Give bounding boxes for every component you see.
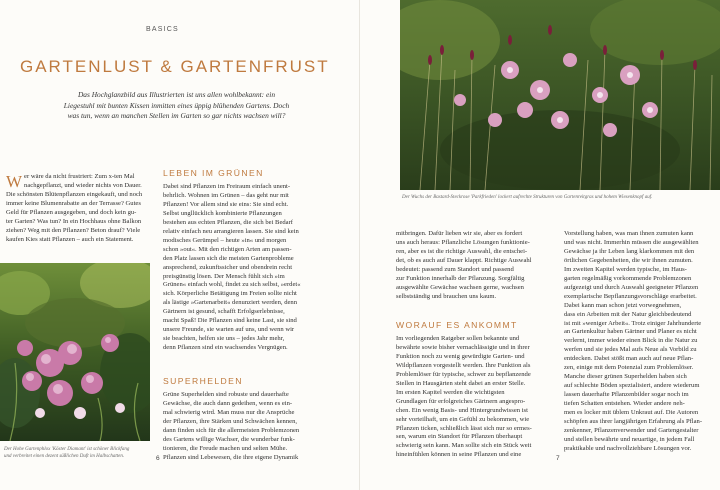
lead-line: Das Hochglanzbild aus Illustrierten ist uns allen wohlbekannt: ein (77, 90, 276, 99)
text-line: er wäre da nicht frustriert: Zum x-ten Mal (24, 173, 135, 180)
text-line: Im ersten Kapitel werden die wichtigsten (396, 388, 505, 396)
text-line: schwierig sein kann. Man sollte sich ein Stück weit (396, 442, 532, 450)
text-line: selbstständig und brauchen uns kaum. (396, 292, 497, 300)
text-line: Grüne Superhelden sind robuste und dauerhafte (163, 391, 289, 398)
text-line: det, ob es auch auf Dauer klappt. Richtige Auswahl (396, 256, 532, 264)
text-line: schöpfen aus ihrer langjährigen Erfahrung als Pflan- (564, 418, 703, 426)
mallow-photo-caption: Der Wuchs der Bastard-Steckrose 'Parkfrieden' lockert aufrechte Strukturen von Gartenreitgras und hohem Wiesenknopf auf. (402, 195, 653, 200)
text-line: den Platz lassen sich die meisten Gartenprobleme (163, 254, 294, 262)
text-line: werfen und sie jedes Mal aufs Neue als Vorbild zu (564, 346, 697, 354)
column-right (564, 230, 714, 454)
text-line: praktikable und nachvollziehbare Lösungen vor. (564, 444, 692, 452)
text-line: sie beachten, helfen sie uns – jedes Jahr mehr, (163, 335, 285, 343)
text-line: an Gartenkultur haben Gärtner und Planer es nicht (564, 328, 697, 336)
text-line: kaufen Kies statt Pflanzen – auch ein Statement. (6, 235, 134, 243)
text-line: Dabei sind Pflanzen im Freiraum einfach unent- (163, 183, 291, 190)
caption-line: und verbreitet einen dezent süßlichen Duft im Halbschatten. (4, 454, 125, 459)
text-line: lassen dauerhafte Pflanzenbilder sogar noch im (564, 391, 689, 399)
text-line: Im zweiten Kapitel werden typische, im Haus- (564, 265, 687, 273)
text-line: sehr vorteilhaft, um ein Gefühl zu bekommen, wie (396, 415, 530, 423)
mallow-photo (400, 0, 720, 190)
text-line: Pflanzen sind Lebewesen, die ihre eigene Dynamik (163, 453, 299, 461)
text-line: und stellen bewährte und neuartige, in jedem Fall (564, 435, 695, 443)
text-line: ausgewählte Gewächse wachsen gerne, wachsen (396, 283, 524, 291)
page-number-left: 6 (156, 455, 160, 462)
text-line: Pflanzen! Vor allem sind sie eins: Sie sind echt. (163, 200, 289, 208)
column-superhelden (163, 391, 323, 463)
text-line: hineinfühlen können in seine Pflanzen und eine (396, 451, 522, 459)
text-line: bewährte sowie bisher vernachlässigte und in ihrer (396, 343, 530, 351)
intro-paragraph (6, 173, 152, 245)
text-line: Grünen« einfach wohl, findet zu sich selbst, »erdet« (163, 281, 301, 289)
text-line: immer keine Blumenrabatte an der Terrasse? Gutes (6, 199, 141, 207)
heading-superhelden: SUPERHELDEN (163, 376, 243, 386)
text-line: exemplarische Bepflanzungsvorschläge erarbeitet. (564, 292, 697, 300)
text-line: modisches Gerümpel – heute »in« und morgen (163, 236, 287, 244)
text-line: sich. Körperliche Betätigung im Freien sollte nicht (163, 290, 297, 298)
text-line: zur Funktion innerhalb der Pflanzung. Sorgfältig (396, 274, 525, 282)
text-line: relativ einfach neu arrangieren lassen. Sie sind kein (163, 227, 299, 235)
text-line: unsere Freunde, sie warten auf uns, und wenn wir (163, 326, 295, 334)
text-line: Gärtnern ist gesund, schafft Erfolgserlebnisse, (163, 308, 285, 316)
text-line: tionieren, die Freude machen und selten Mühe. (163, 444, 288, 452)
right-page (360, 0, 720, 490)
text-line: Im vorliegenden Ratgeber sollen bekannte und (396, 335, 520, 342)
text-line: zen, einige mit dem Potenzial zum Problemlöser. (564, 364, 694, 372)
page-title: GARTENLUST & GARTENFRUST (20, 57, 330, 76)
text-line: macht Spaß! Die Pflanzen sind keine Last, sie sind (163, 317, 297, 325)
text-line: des Gartens willige Wachser, die wunderbar funk- (163, 435, 295, 443)
text-line: Selbst ungllücklich kombinierte Pflanzungen (163, 209, 282, 217)
text-line: Stellen in Hausgärten steht dabei an erster Stelle. (396, 379, 526, 387)
drop-cap: W (6, 172, 23, 191)
text-line: chen. Ein wenig Basis- und Hintergrundwissen ist (396, 406, 528, 414)
text-line: Vorstellung haben, was man ihnen zumuten kann (564, 230, 694, 237)
page-number-right: 7 (556, 455, 560, 462)
column-worauf-es-ankommt (396, 335, 556, 460)
text-line: verlernt, immer wieder einen Blick in die Natur zu (564, 337, 698, 345)
phlox-photo-caption (4, 446, 154, 460)
text-line: Grundlagen für erfolgreiches Gärtnern angespro- (396, 397, 526, 405)
phlox-photo (0, 263, 150, 441)
text-line: bestehen aus echten Pflanzen, die sich bei Bedarf (163, 218, 293, 226)
text-line: tiefen Schatten entstehen. Wieder andere neh- (564, 400, 685, 408)
text-line: ansprechend, zukunftssicher und obendrein recht (163, 263, 293, 271)
text-line: zenkenner, Pflanzenverwender und Gartengestalter (564, 426, 699, 434)
text-line: men es locker mit üblem Unkraut auf. Die Autoren (564, 409, 699, 417)
text-line: garten regelmäßig vorkommende Problemzonen (564, 274, 692, 282)
text-line: und was nicht. Immerhin müssen die ausgewählten (564, 238, 699, 246)
text-line: ziehen? Weg mit den Pflanzen? Beton drauf? Viele (6, 226, 141, 234)
text-line: dann finden sich für die allermeisten Problemzonen (163, 426, 300, 434)
text-line: Pflanzen ticken, schließlich lässt sich nur so ermes- (396, 424, 532, 432)
text-line: Die schönsten Blütenpflanzen eingekauft, und noch (6, 190, 143, 198)
heading-worauf-es-ankommt: WORAUF ES ANKOMMT (396, 320, 518, 330)
text-line: sen, warum ein Standort für Pflanzen überhaupt (396, 433, 523, 441)
text-line: bedeutet: passend zum Standort und passend (396, 265, 514, 273)
text-line: aufgezeigt und durch Auswahl geeigneter Pflanzen (564, 283, 699, 291)
text-line: ren, aber es ist die richtige Auswahl, die entschei- (396, 247, 528, 255)
text-line: denn Pflanzen sind ein wachsendes Vergnügen. (163, 344, 288, 352)
text-line: ter Garten? Was tun? In ein Hochhaus ohne Balkon (6, 217, 142, 225)
text-line: preisgünstig lösen. Der Mensch fühlt sich »im (163, 272, 285, 280)
text-line: behrlich. Wohnen im Grünen – das geht nur mit (163, 191, 289, 199)
text-line: dass ein Arbeiten mit der Natur gleichbedeutend (564, 310, 692, 318)
text-line: Gewächse ja ihr Leben lang klarkommen mit den (564, 247, 695, 255)
text-line: Wildpflanzen vorgestellt werden. Ihre Funktion als (396, 361, 531, 369)
column-leben-im-gruenen (163, 183, 323, 353)
text-line: als lästige »Gartenarbeit« denunziert werden, denn (163, 299, 298, 307)
caption-line: Der Hohe Gartenphlox 'Köster Diamant' ist schöner Blickfang (4, 447, 130, 452)
text-line: Gewächse, die auch dann gedeihen, wenn es ein- (163, 399, 293, 407)
lead-line: was tun, wenn an manchen Stellen im Garten so gar nichts wachsen will? (67, 111, 286, 121)
text-line: ist mit »weniger Arbeit«. Trotz einiger Jahrhunderte (564, 319, 702, 327)
text-line: uns auch heraus: Pflanzliche Lösungen funktionie- (396, 238, 530, 246)
lead-line: Liegestuhl mit bunten Kissen inmitten eines üppig blühenden Gartens. Doch (63, 100, 290, 110)
heading-leben-im-gruenen: LEBEN IM GRÜNEN (163, 168, 264, 178)
text-line: örtlichen Gegebenheiten, die wir ihnen zumuten. (564, 256, 693, 264)
text-line: Dabei kann man schon jetzt vorwegnehmen, (564, 301, 682, 309)
text-line: mitbringen. Dafür lieben wir sie, aber es fordert (396, 230, 523, 237)
text-line: Geld für Pflanzen ausgegeben, und doch kein gu- (6, 208, 137, 216)
text-line: auf schlechte Böden spezialisiert, andere wiederum (564, 382, 700, 390)
lead-paragraph (20, 90, 333, 122)
text-line: Funktion noch zu wenig gewürdigte Garten- und (396, 352, 525, 360)
text-line: mal schwierig wird. Man muss nur die Ansprüche (163, 408, 295, 416)
text-line: Manche dieser grünen Superhelden haben sich (564, 373, 687, 381)
text-line: entdecken. Dabei stößt man auch auf neue Pflan- (564, 355, 694, 363)
text-line: der Pflanzen, ihre Stärken und Schwächen kennen, (163, 417, 298, 425)
text-line: Problemlöser für typische, schwer zu bepflanzende (396, 370, 531, 378)
text-line: nachgepflanzt, und wieder nichts von Dauer. (24, 181, 142, 189)
text-line: schon »out«. Mit den richtigen Arten am passen- (163, 245, 292, 253)
column-continuation (396, 230, 556, 302)
section-label: BASICS (146, 26, 179, 33)
